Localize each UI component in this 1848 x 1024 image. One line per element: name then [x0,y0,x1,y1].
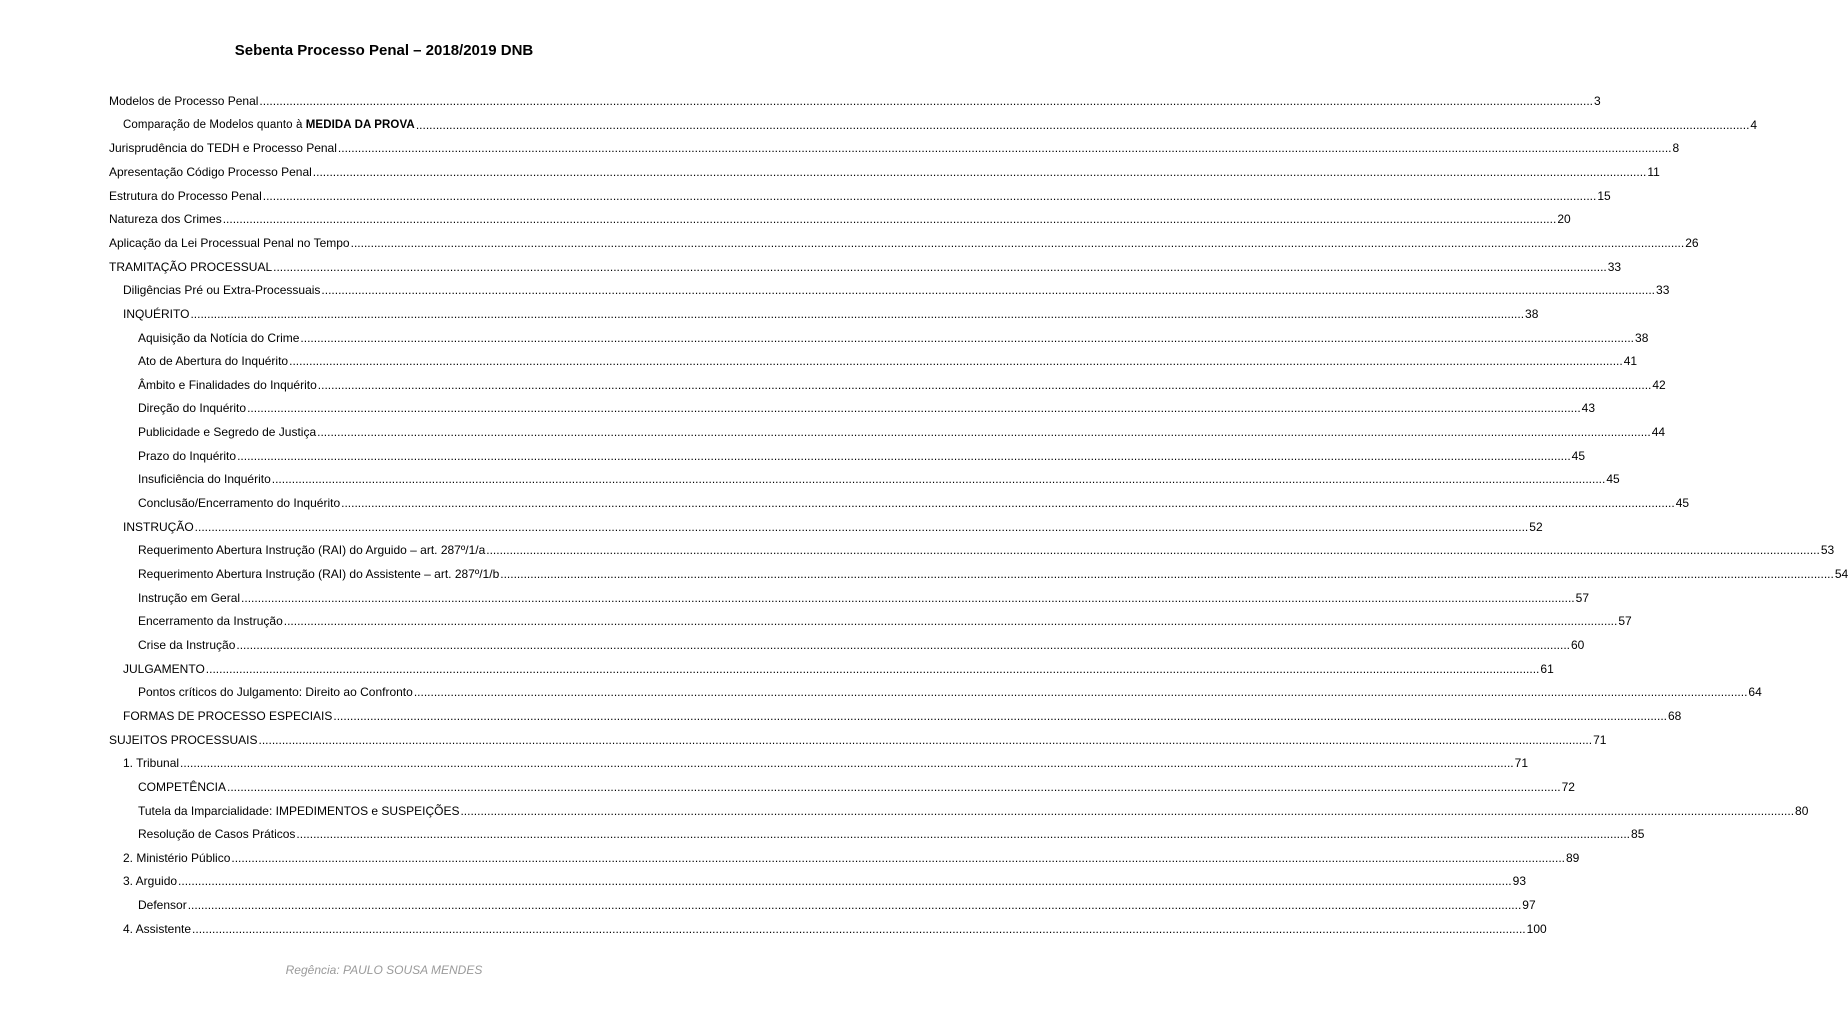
toc-entry[interactable] [138,395,1596,415]
toc-dot-leader: ................................................................................................................................................................................................................................................................................................................................................................................................................ [296,827,1631,841]
toc-entry[interactable] [138,798,1809,818]
toc-dot-leader: ................................................................................................................................................................................................................................................................................................................................................................................................................ [247,401,1581,415]
toc-dot-leader: ................................................................................................................................................................................................................................................................................................................................................................................................................ [500,567,1834,581]
toc-entry-label: Apresentação Código Processo Penal [109,165,312,179]
toc-dot-leader: ................................................................................................................................................................................................................................................................................................................................................................................................................ [486,543,1820,557]
toc-entry-label: Instrução em Geral [138,591,241,605]
toc-entry-page-number: 33 [1607,260,1622,274]
toc-entry-page-number: 54 [1834,567,1848,581]
toc-entry[interactable] [138,372,1666,392]
toc-entry[interactable] [109,159,1660,179]
toc-entry-page-number: 3 [1594,94,1601,108]
toc-entry-label: Insuficiência do Inquérito [138,472,271,486]
toc-entry-label: Defensor [138,898,187,912]
toc-dot-leader: ................................................................................................................................................................................................................................................................................................................................................................................................................ [205,662,1540,676]
toc-entry-page-number: 43 [1581,401,1596,415]
toc-entry-label: Direção do Inquérito [138,401,247,415]
toc-entry-page-number: 61 [1540,662,1554,676]
toc-entry[interactable] [138,325,1649,345]
toc-dot-leader: ................................................................................................................................................................................................................................................................................................................................................................................................................ [341,496,1675,510]
toc-entry[interactable] [123,750,1528,770]
toc-entry[interactable] [138,443,1586,463]
toc-dot-leader: ................................................................................................................................................................................................................................................................................................................................................................................................................ [262,189,1597,203]
toc-entry[interactable] [138,774,1575,794]
page-footer: Regência: PAULO SOUSA MENDES [285,963,483,977]
toc-dot-leader: ................................................................................................................................................................................................................................................................................................................................................................................................................ [241,591,1575,605]
toc-dot-leader: ................................................................................................................................................................................................................................................................................................................................................................................................................ [190,307,1525,321]
toc-entry[interactable] [123,112,1758,132]
toc-entry-page-number: 15 [1597,189,1611,203]
toc-entry-page-number: 45 [1571,449,1586,463]
toc-entry-label: Conclusão/Encerramento do Inquérito [138,496,341,510]
toc-dot-leader: ................................................................................................................................................................................................................................................................................................................................................................................................................ [258,733,1593,747]
toc-entry-page-number: 72 [1561,780,1575,794]
toc-entry-page-number: 89 [1565,851,1580,865]
toc-dot-leader: ................................................................................................................................................................................................................................................................................................................................................................................................................ [317,425,1651,439]
toc-entry[interactable] [138,892,1536,912]
toc-entry[interactable] [109,254,1622,274]
toc-dot-leader: ................................................................................................................................................................................................................................................................................................................................................................................................................ [222,212,1557,226]
toc-entry-label: Natureza dos Crimes [109,212,222,226]
toc-entry-label: Modelos de Processo Penal [109,94,259,108]
toc-dot-leader: ................................................................................................................................................................................................................................................................................................................................................................................................................ [180,756,1514,770]
toc-entry[interactable] [138,348,1638,368]
toc-dot-leader: ................................................................................................................................................................................................................................................................................................................................................................................................................ [273,260,1607,274]
toc-entry-label: INSTRUÇÃO [123,520,194,534]
toc-entry-label: Prazo do Inquérito [138,449,237,463]
toc-entry-label: SUJEITOS PROCESSUAIS [109,733,258,747]
toc-entry-page-number: 42 [1652,378,1666,392]
toc-entry-label: Diligências Pré ou Extra-Processuais [123,283,321,297]
toc-entry-page-number: 57 [1618,614,1632,628]
toc-entry-label: Jurisprudência do TEDH e Processo Penal [109,141,337,155]
toc-entry-label-emphasis: MEDIDA DA PROVA [305,119,415,131]
toc-entry[interactable] [123,301,1539,321]
toc-entry-label: Estrutura do Processo Penal [109,189,262,203]
toc-dot-leader: ................................................................................................................................................................................................................................................................................................................................................................................................................ [333,709,1667,723]
toc-entry-label: Comparação de Modelos quanto à MEDIDA DA PROVA [123,119,415,131]
document-title: Sebenta Processo Penal – 2018/2019 DNB [234,42,534,59]
toc-entry-page-number: 38 [1635,331,1649,345]
toc-entry[interactable] [123,514,1543,534]
toc-entry[interactable] [123,277,1670,297]
toc-entry-page-number: 44 [1651,425,1666,439]
toc-entry-page-number: 52 [1529,520,1543,534]
toc-entry[interactable] [109,88,1601,108]
toc-entry-label: Aquisição da Notícia do Crime [138,331,300,345]
toc-dot-leader: ................................................................................................................................................................................................................................................................................................................................................................................................................ [178,874,1512,888]
toc-entry-page-number: 11 [1647,165,1660,179]
toc-entry[interactable] [109,183,1611,203]
toc-entry-page-number: 8 [1672,141,1680,155]
toc-dot-leader: ................................................................................................................................................................................................................................................................................................................................................................................................................ [415,118,1750,132]
toc-entry[interactable] [123,656,1554,676]
toc-entry-page-number: 64 [1748,685,1762,699]
toc-entry[interactable] [109,727,1607,747]
toc-dot-leader: ................................................................................................................................................................................................................................................................................................................................................................................................................ [271,472,1606,486]
toc-dot-leader: ................................................................................................................................................................................................................................................................................................................................................................................................................ [194,520,1529,534]
toc-dot-leader: ................................................................................................................................................................................................................................................................................................................................................................................................................ [283,614,1618,628]
toc-entry-label: COMPETÊNCIA [138,780,227,794]
toc-entry-page-number: 41 [1623,354,1638,368]
toc-entry-label: INQUÉRITO [123,307,190,321]
toc-entry-label: Aplicação da Lei Processual Penal no Tempo [109,236,350,250]
toc-dot-leader: ................................................................................................................................................................................................................................................................................................................................................................................................................ [289,354,1623,368]
toc-entry[interactable] [138,561,1848,581]
toc-entry[interactable] [123,868,1526,888]
toc-entry-page-number: 33 [1656,283,1670,297]
toc-dot-leader: ................................................................................................................................................................................................................................................................................................................................................................................................................ [227,780,1561,794]
toc-entry[interactable] [138,537,1835,557]
toc-entry[interactable] [138,585,1589,605]
toc-entry[interactable] [109,230,1699,250]
toc-entry-page-number: 68 [1667,709,1682,723]
toc-entry-label: Publicidade e Segredo de Justiça [138,425,317,439]
toc-entry-label: Tutela da Imparcialidade: IMPEDIMENTOS e SUSPEIÇÕES [138,804,460,818]
toc-entry-page-number: 71 [1593,733,1607,747]
toc-entry-page-number: 85 [1631,827,1645,841]
toc-entry[interactable] [109,135,1680,155]
toc-entry-page-number: 20 [1557,212,1571,226]
toc-dot-leader: ................................................................................................................................................................................................................................................................................................................................................................................................................ [321,283,1656,297]
toc-dot-leader: ................................................................................................................................................................................................................................................................................................................................................................................................................ [317,378,1652,392]
toc-entry-page-number: 71 [1514,756,1528,770]
toc-entry-page-number: 38 [1525,307,1539,321]
toc-entry[interactable] [138,419,1666,439]
toc-entry[interactable] [138,608,1632,628]
toc-entry[interactable] [123,703,1682,723]
toc-entry-page-number: 53 [1820,543,1835,557]
toc-entry-page-number: 45 [1675,496,1690,510]
toc-dot-leader: ................................................................................................................................................................................................................................................................................................................................................................................................................ [460,804,1795,818]
toc-entry-page-number: 60 [1570,638,1585,652]
toc-dot-leader: ................................................................................................................................................................................................................................................................................................................................................................................................................ [237,449,1571,463]
toc-dot-leader: ................................................................................................................................................................................................................................................................................................................................................................................................................ [259,94,1594,108]
toc-entry-label: Pontos críticos do Julgamento: Direito ao Confronto [138,685,413,699]
toc-entry-label: Ato de Abertura do Inquérito [138,354,289,368]
toc-entry[interactable] [123,845,1580,865]
toc-entry-page-number: 57 [1575,591,1589,605]
toc-entry-page-number: 97 [1522,898,1536,912]
toc-dot-leader: ................................................................................................................................................................................................................................................................................................................................................................................................................ [192,922,1526,936]
toc-entry-label: Crise da Instrução [138,638,236,652]
toc-entry-page-number: 45 [1606,472,1620,486]
toc-entry-page-number: 100 [1526,922,1547,936]
toc-entry-label: Requerimento Abertura Instrução (RAI) do Arguido – art. 287º/1/a [138,543,486,557]
toc-entry[interactable] [138,821,1645,841]
toc-entry[interactable] [123,916,1547,936]
toc-entry-page-number: 80 [1795,804,1809,818]
toc-entry-label: TRAMITAÇÃO PROCESSUAL [109,260,273,274]
toc-entry-label: 3. Arguido [123,874,178,888]
toc-entry[interactable] [109,206,1571,226]
toc-entry-page-number: 93 [1512,874,1526,888]
toc-entry[interactable] [138,490,1690,510]
toc-entry-label: 4. Assistente [123,922,192,936]
toc-entry-label: Requerimento Abertura Instrução (RAI) do Assistente – art. 287º/1/b [138,567,500,581]
toc-entry-label: JULGAMENTO [123,662,205,676]
toc-entry[interactable] [138,632,1585,652]
toc-entry-label: Encerramento da Instrução [138,614,283,628]
toc-dot-leader: ................................................................................................................................................................................................................................................................................................................................................................................................................ [300,331,1635,345]
toc-entry-label: Resolução de Casos Práticos [138,827,296,841]
toc-dot-leader: ................................................................................................................................................................................................................................................................................................................................................................................................................ [236,638,1570,652]
toc-dot-leader: ................................................................................................................................................................................................................................................................................................................................................................................................................ [312,165,1647,179]
toc-entry[interactable] [138,466,1620,486]
toc-entry-label: FORMAS DE PROCESSO ESPECIAIS [123,709,333,723]
toc-dot-leader: ................................................................................................................................................................................................................................................................................................................................................................................................................ [231,851,1565,865]
toc-entry-page-number: 26 [1685,236,1699,250]
toc-entry-label: 1. Tribunal [123,756,180,770]
toc-entry[interactable] [138,679,1762,699]
toc-entry-label: 2. Ministério Público [123,851,231,865]
toc-dot-leader: ................................................................................................................................................................................................................................................................................................................................................................................................................ [337,141,1672,155]
toc-entry-label: Âmbito e Finalidades do Inquérito [138,378,317,392]
toc-dot-leader: ................................................................................................................................................................................................................................................................................................................................................................................................................ [350,236,1685,250]
toc-entry-page-number: 4 [1750,118,1758,132]
toc-dot-leader: ................................................................................................................................................................................................................................................................................................................................................................................................................ [187,898,1522,912]
toc-dot-leader: ................................................................................................................................................................................................................................................................................................................................................................................................................ [413,685,1748,699]
